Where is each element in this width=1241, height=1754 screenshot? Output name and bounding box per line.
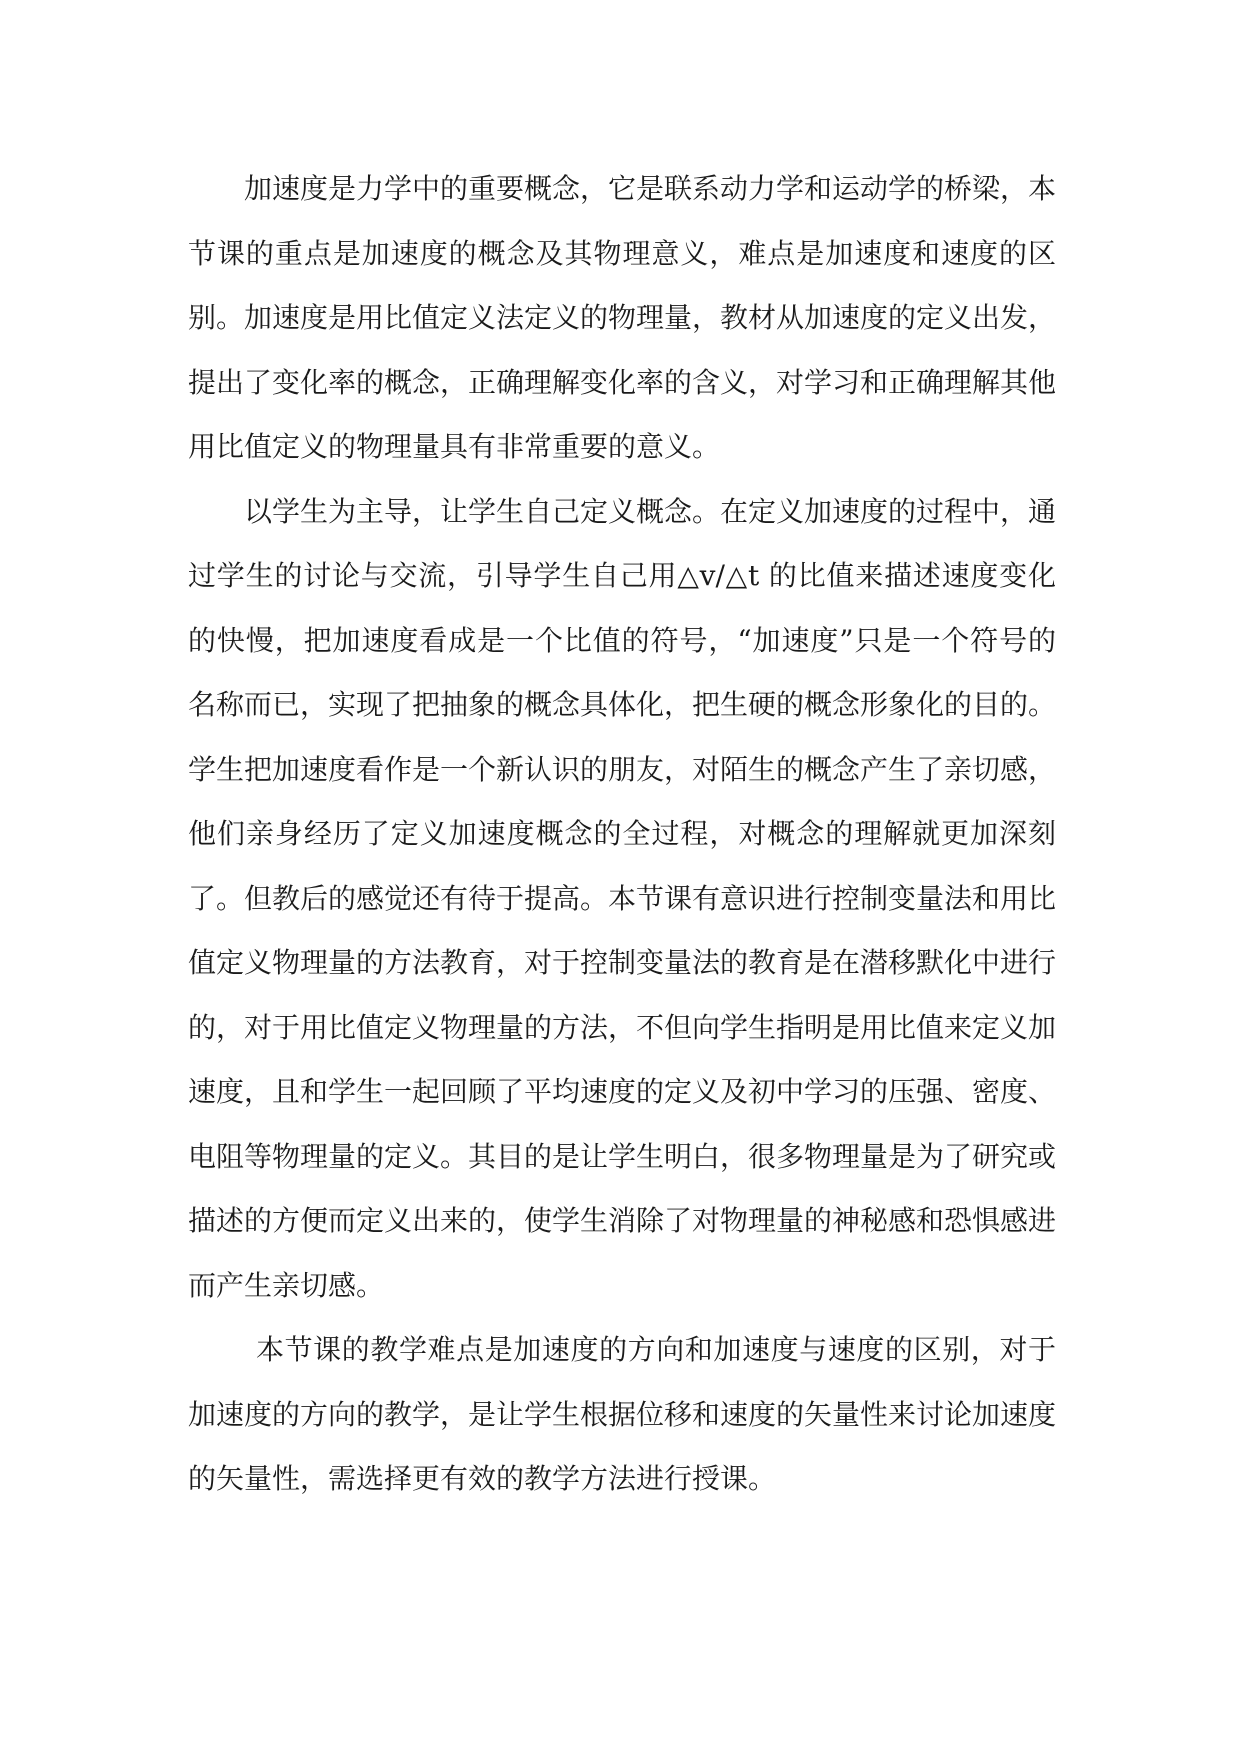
paragraph-3: 本节课的教学难点是加速度的方向和加速度与速度的区别，对于加速度的方向的教学，是让学生根据位移和速度的矢量性来讨论加速度的矢量性，需选择更有效的教学方法进行授课。 (188, 1333, 1057, 1495)
paragraph-1: 加速度是力学中的重要概念，它是联系动力学和运动学的桥梁，本节课的重点是加速度的概念及其物理意义，难点是加速度和速度的区别。加速度是用比值定义法定义的物理量，教材从加速度的定义出发，提出了变化率的概念，正确理解变化率的含义，对学习和正确理解其他用比值定义的物理量具有非常重要的意义。 (188, 172, 1057, 463)
document-body (188, 157, 1056, 1512)
paragraph-2: 以学生为主导，让学生自己定义概念。在定义加速度的过程中，通过学生的讨论与交流，引导学生自己用△v/△t 的比值来描述速度变化的快慢，把加速度看成是一个比值的符号，“加速度”只是一个符号的名称而已，实现了把抽象的概念具体化，把生硬的概念形象化的目的。学生把加速度看作是一个新认识的朋友，对陌生的概念产生了亲切感，他们亲身经历了定义加速度概念的全过程，对概念的理解就更加深刻了。但教后的感觉还有待于提高。本节课有意识进行控制变量法和用比值定义物理量的方法教育，对于控制变量法的教育是在潜移默化中进行的，对于用比值定义物理量的方法，不但向学生指明是用比值来定义加速度，且和学生一起回顾了平均速度的定义及初中学习的压强、密度、电阻等物理量的定义。其目的是让学生明白，很多物理量是为了研究或描述的方便而定义出来的，使学生消除了对物理量的神秘感和恐惧感进而产生亲切感。 (188, 494, 1057, 1302)
